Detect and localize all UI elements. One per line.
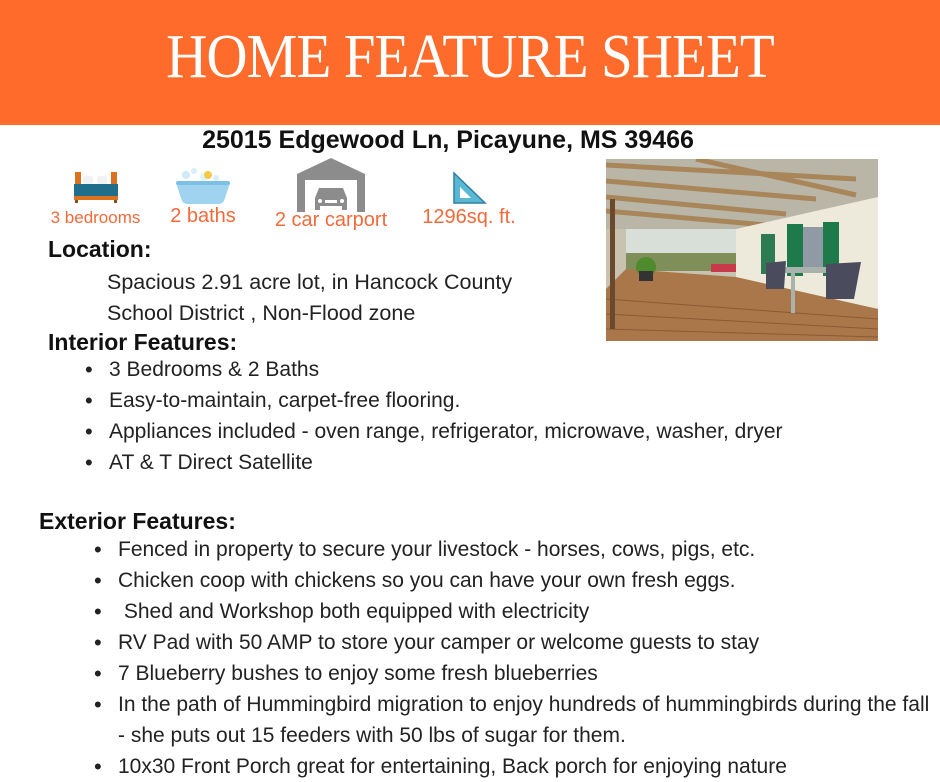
list-item: • In the path of Hummingbird migration to enjoy hundreds of hummingbirds during the fall - she puts out 15 feeders with 50 lbs of sugar for them.	[118, 689, 933, 751]
location-heading: Location:	[48, 236, 152, 262]
garage-icon	[295, 156, 367, 212]
list-item: • 10x30 Front Porch great for entertaining, Back porch for enjoying nature	[118, 751, 933, 782]
exterior-heading: Exterior Features:	[39, 508, 236, 534]
property-address: 25015 Edgewood Ln, Picayune, MS 39466	[202, 126, 694, 154]
stat-label: 2 car carport	[274, 209, 388, 231]
list-item: • RV Pad with 50 AMP to store your camper or welcome guests to stay	[118, 627, 933, 658]
location-line: School District , Non-Flood zone	[107, 301, 416, 325]
header-banner	[0, 0, 940, 125]
stat-label: 3 bedrooms	[50, 208, 141, 227]
list-item: • 7 Blueberry bushes to enjoy some fresh blueberries	[118, 658, 933, 689]
stat-bedrooms	[38, 170, 153, 228]
set-square-icon	[451, 171, 487, 205]
porch-image	[606, 159, 878, 341]
list-item: • Chicken coop with chickens so you can have your own fresh eggs.	[118, 565, 933, 596]
page-title: HOME FEATURE SHEET	[166, 23, 774, 91]
interior-list	[109, 354, 869, 478]
stat-square-feet	[410, 171, 528, 229]
list-item: • Fenced in property to secure your livestock - horses, cows, pigs, etc.	[118, 534, 933, 565]
bathtub-icon	[174, 165, 232, 205]
interior-heading: Interior Features:	[48, 329, 238, 355]
list-item: • Appliances included - oven range, refrigerator, microwave, washer, dryer	[109, 416, 849, 447]
exterior-list	[118, 534, 933, 782]
stat-label: 1296sq. ft.	[422, 206, 516, 228]
list-item: • AT & T Direct Satellite	[109, 447, 869, 478]
bed-icon	[71, 170, 121, 204]
list-item: • 3 Bedrooms & 2 Baths	[109, 354, 869, 385]
stat-baths	[163, 165, 243, 228]
list-item: • Easy-to-maintain, carpet-free flooring.	[109, 385, 869, 416]
property-photo	[606, 159, 878, 341]
location-line: Spacious 2.91 acre lot, in Hancock County	[107, 270, 513, 294]
list-item: • Shed and Workshop both equipped with electricity	[118, 596, 933, 627]
stat-label: 2 baths	[170, 205, 236, 227]
stat-carport	[262, 156, 400, 232]
